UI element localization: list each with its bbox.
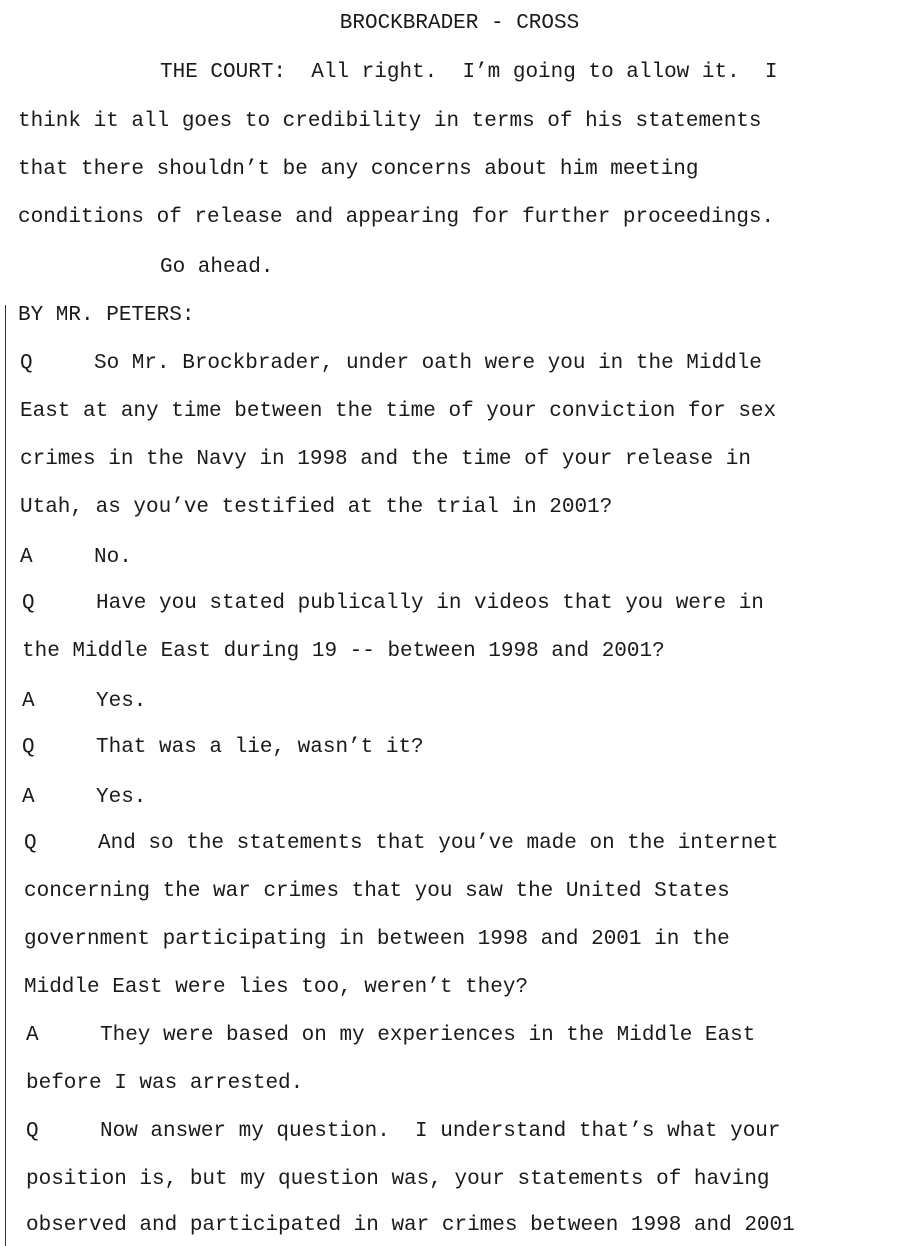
court-statement-line: conditions of release and appearing for further proceedings.: [18, 206, 775, 229]
question-line: Utah, as you’ve testified at the trial in 2001?: [20, 496, 613, 519]
question-line: government participating in between 1998 and 2001 in the: [24, 928, 730, 951]
court-statement-line: THE COURT: All right. I’m going to allow it. I: [160, 61, 778, 84]
speaker-label: Q: [22, 592, 35, 615]
speaker-label: A: [20, 546, 33, 569]
speaker-label: Q: [22, 736, 35, 759]
question-line: Now answer my question. I understand that’s what your: [100, 1120, 781, 1143]
answer-line: Yes.: [96, 786, 147, 809]
question-line: That was a lie, wasn’t it?: [96, 736, 424, 759]
question-line: And so the statements that you’ve made on the internet: [98, 832, 779, 855]
examiner-label: BY MR. PETERS:: [18, 304, 195, 327]
answer-line: They were based on my experiences in the Middle East: [100, 1024, 756, 1047]
question-line: Have you stated publically in videos that you were in: [96, 592, 764, 615]
speaker-label: A: [26, 1024, 39, 1047]
answer-line: Yes.: [96, 690, 147, 713]
question-line: observed and participated in war crimes between 1998 and 2001: [26, 1214, 795, 1237]
speaker-label: A: [22, 690, 35, 713]
left-margin-rule: [5, 305, 6, 1246]
question-line: So Mr. Brockbrader, under oath were you in the Middle: [94, 352, 762, 375]
court-statement-line: that there shouldn’t be any concerns about him meeting: [18, 158, 699, 181]
court-statement-line: think it all goes to credibility in terms of his statements: [18, 110, 762, 133]
speaker-label: A: [22, 786, 35, 809]
speaker-label: Q: [24, 832, 37, 855]
speaker-label: Q: [26, 1120, 39, 1143]
question-line: crimes in the Navy in 1998 and the time of your release in: [20, 448, 751, 471]
page-header: BROCKBRADER - CROSS: [339, 12, 580, 35]
question-line: concerning the war crimes that you saw the United States: [24, 880, 730, 903]
answer-line: No.: [94, 546, 132, 569]
answer-line: before I was arrested.: [26, 1072, 304, 1095]
question-line: the Middle East during 19 -- between 1998 and 2001?: [22, 640, 665, 663]
speaker-label: Q: [20, 352, 33, 375]
question-line: East at any time between the time of your conviction for sex: [20, 400, 777, 423]
court-statement-line: Go ahead.: [160, 256, 274, 279]
question-line: position is, but my question was, your statements of having: [26, 1168, 770, 1191]
question-line: Middle East were lies too, weren’t they?: [24, 976, 529, 999]
